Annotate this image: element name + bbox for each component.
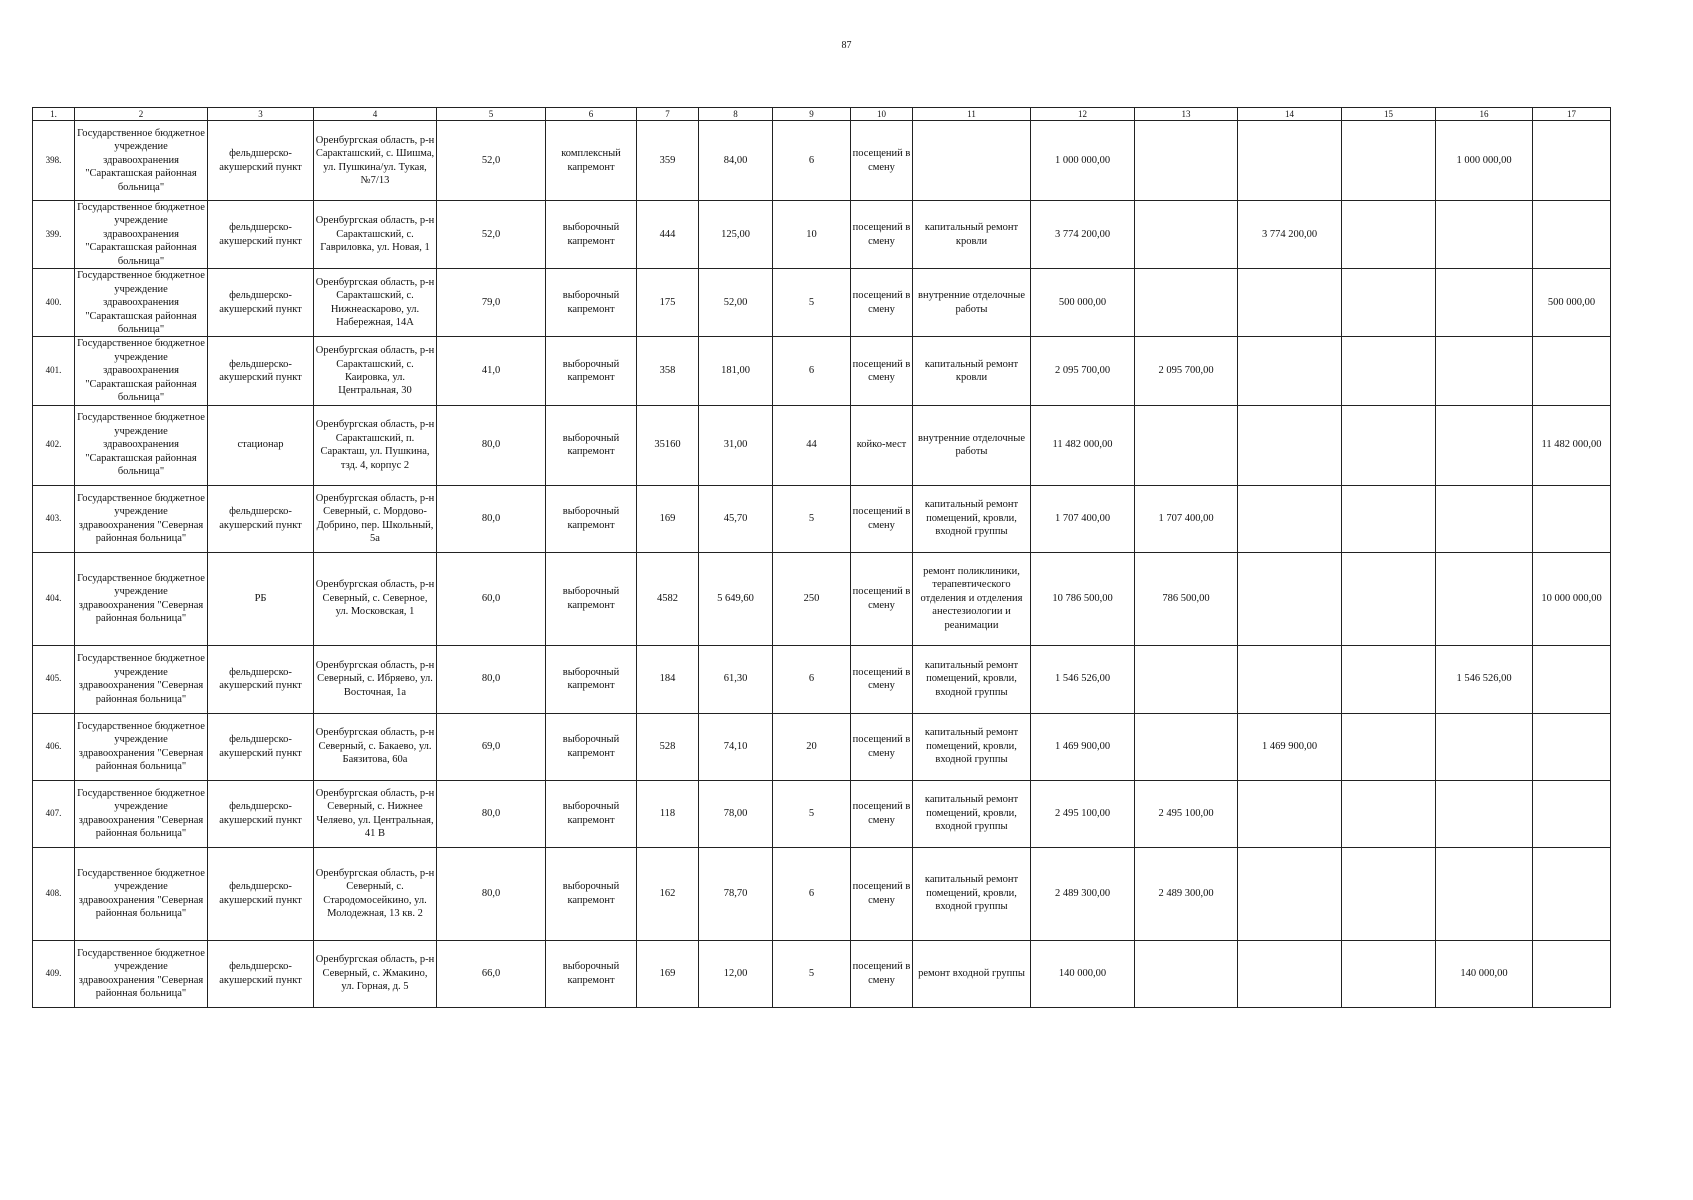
column-header-12: 12: [1031, 108, 1135, 121]
facility-address: Оренбургская область, р-н Северный, с. Бакаево, ул. Баязитова, 60а: [314, 713, 437, 780]
work-description: [913, 121, 1031, 201]
amount-col-14: [1238, 121, 1342, 201]
amount-col-14: [1238, 552, 1342, 645]
total-amount: 2 095 700,00: [1031, 337, 1135, 405]
staff-count: 6: [773, 337, 851, 405]
total-amount: 3 774 200,00: [1031, 201, 1135, 269]
capacity-unit: посещений в смену: [851, 847, 913, 940]
area-value: 80,0: [437, 405, 546, 485]
institution-name: Государственное бюджетное учреждение здравоохранения "Северная районная больница": [75, 780, 208, 847]
amount-col-17: 500 000,00: [1533, 269, 1611, 337]
row-number: 409.: [33, 940, 75, 1007]
work-description: капитальный ремонт помещений, кровли, входной группы: [913, 485, 1031, 552]
amount-col-17: [1533, 121, 1611, 201]
institution-name: Государственное бюджетное учреждение здравоохранения "Северная районная больница": [75, 552, 208, 645]
facility-address: Оренбургская область, р-н Северный, с. Стародомосейкино, ул. Молодежная, 13 кв. 2: [314, 847, 437, 940]
work-description: капитальный ремонт помещений, кровли, входной группы: [913, 645, 1031, 713]
area-value: 80,0: [437, 485, 546, 552]
table-row: [33, 269, 1611, 337]
capacity-value: 169: [637, 485, 699, 552]
column-header-15: 15: [1342, 108, 1436, 121]
capacity-value: 359: [637, 121, 699, 201]
capacity-value: 528: [637, 713, 699, 780]
institution-name: Государственное бюджетное учреждение здравоохранения "Северная районная больница": [75, 645, 208, 713]
work-description: капитальный ремонт кровли: [913, 337, 1031, 405]
staff-count: 5: [773, 780, 851, 847]
amount-col-13: 2 095 700,00: [1135, 337, 1238, 405]
table-body: [33, 121, 1611, 1008]
capacity-unit: койко-мест: [851, 405, 913, 485]
total-amount: 1 707 400,00: [1031, 485, 1135, 552]
row-number: 403.: [33, 485, 75, 552]
column-header-7: 7: [637, 108, 699, 121]
row-number: 407.: [33, 780, 75, 847]
institution-name: Государственное бюджетное учреждение здравоохранения "Северная районная больница": [75, 847, 208, 940]
area-value: 52,0: [437, 201, 546, 269]
area-value: 80,0: [437, 780, 546, 847]
row-number: 400.: [33, 269, 75, 337]
amount-col-16: 1 000 000,00: [1436, 121, 1533, 201]
amount-col-15: [1342, 552, 1436, 645]
cost-per-unit: 78,70: [699, 847, 773, 940]
amount-col-14: 3 774 200,00: [1238, 201, 1342, 269]
cost-per-unit: 45,70: [699, 485, 773, 552]
cost-per-unit: 84,00: [699, 121, 773, 201]
institution-name: Государственное бюджетное учреждение здравоохранения "Саракташская районная больница": [75, 337, 208, 405]
amount-col-13: 2 489 300,00: [1135, 847, 1238, 940]
staff-count: 6: [773, 645, 851, 713]
capacity-value: 4582: [637, 552, 699, 645]
staff-count: 250: [773, 552, 851, 645]
institution-name: Государственное бюджетное учреждение здравоохранения "Саракташская районная больница": [75, 405, 208, 485]
staff-count: 10: [773, 201, 851, 269]
total-amount: 10 786 500,00: [1031, 552, 1135, 645]
amount-col-17: [1533, 485, 1611, 552]
work-description: внутренние отделочные работы: [913, 269, 1031, 337]
facility-address: Оренбургская область, р-н Северный, с. Северное, ул. Московская, 1: [314, 552, 437, 645]
amount-col-14: [1238, 405, 1342, 485]
total-amount: 1 000 000,00: [1031, 121, 1135, 201]
amount-col-14: 1 469 900,00: [1238, 713, 1342, 780]
institution-name: Государственное бюджетное учреждение здравоохранения "Саракташская районная больница": [75, 269, 208, 337]
institution-name: Государственное бюджетное учреждение здравоохранения "Северная районная больница": [75, 940, 208, 1007]
staff-count: 5: [773, 940, 851, 1007]
facility-type: фельдшерско-акушерский пункт: [208, 269, 314, 337]
facility-type: фельдшерско-акушерский пункт: [208, 847, 314, 940]
work-description: капитальный ремонт помещений, кровли, входной группы: [913, 780, 1031, 847]
table-row: [33, 337, 1611, 405]
capacity-unit: посещений в смену: [851, 201, 913, 269]
amount-col-13: [1135, 940, 1238, 1007]
amount-col-16: 1 546 526,00: [1436, 645, 1533, 713]
institution-name: Государственное бюджетное учреждение здравоохранения "Саракташская районная больница": [75, 121, 208, 201]
amount-col-15: [1342, 337, 1436, 405]
total-amount: 140 000,00: [1031, 940, 1135, 1007]
cost-per-unit: 78,00: [699, 780, 773, 847]
table-row: [33, 780, 1611, 847]
amount-col-16: [1436, 201, 1533, 269]
facility-type: фельдшерско-акушерский пункт: [208, 713, 314, 780]
table-row: [33, 940, 1611, 1007]
cost-per-unit: 61,30: [699, 645, 773, 713]
capacity-value: 118: [637, 780, 699, 847]
work-description: внутренние отделочные работы: [913, 405, 1031, 485]
column-header-16: 16: [1436, 108, 1533, 121]
staff-count: 20: [773, 713, 851, 780]
work-type: выборочный капремонт: [546, 337, 637, 405]
staff-count: 6: [773, 121, 851, 201]
column-header-3: 3: [208, 108, 314, 121]
amount-col-16: [1436, 847, 1533, 940]
area-value: 80,0: [437, 847, 546, 940]
work-type: выборочный капремонт: [546, 713, 637, 780]
capacity-unit: посещений в смену: [851, 121, 913, 201]
table-row: [33, 201, 1611, 269]
work-type: выборочный капремонт: [546, 485, 637, 552]
amount-col-17: [1533, 645, 1611, 713]
facility-type: фельдшерско-акушерский пункт: [208, 121, 314, 201]
work-type: выборочный капремонт: [546, 847, 637, 940]
amount-col-17: 10 000 000,00: [1533, 552, 1611, 645]
amount-col-14: [1238, 645, 1342, 713]
column-header-1: 1.: [33, 108, 75, 121]
capacity-value: 162: [637, 847, 699, 940]
column-header-14: 14: [1238, 108, 1342, 121]
amount-col-13: [1135, 201, 1238, 269]
work-description: ремонт поликлиники, терапевтического отделения и отделения анестезиологии и реанимации: [913, 552, 1031, 645]
facility-type: фельдшерско-акушерский пункт: [208, 337, 314, 405]
area-value: 60,0: [437, 552, 546, 645]
facility-address: Оренбургская область, р-н Саракташский, п. Саракташ, ул. Пушкина, тзд. 4, корпус 2: [314, 405, 437, 485]
cost-per-unit: 5 649,60: [699, 552, 773, 645]
column-header-2: 2: [75, 108, 208, 121]
column-header-5: 5: [437, 108, 546, 121]
amount-col-14: [1238, 940, 1342, 1007]
amount-col-15: [1342, 713, 1436, 780]
column-header-17: 17: [1533, 108, 1611, 121]
work-type: выборочный капремонт: [546, 552, 637, 645]
amount-col-15: [1342, 485, 1436, 552]
amount-col-15: [1342, 645, 1436, 713]
work-type: комплексный капремонт: [546, 121, 637, 201]
amount-col-13: 2 495 100,00: [1135, 780, 1238, 847]
facility-type: РБ: [208, 552, 314, 645]
amount-col-16: [1436, 485, 1533, 552]
amount-col-17: [1533, 713, 1611, 780]
column-header-6: 6: [546, 108, 637, 121]
cost-per-unit: 31,00: [699, 405, 773, 485]
area-value: 79,0: [437, 269, 546, 337]
amount-col-15: [1342, 940, 1436, 1007]
table-row: [33, 713, 1611, 780]
amount-col-13: 1 707 400,00: [1135, 485, 1238, 552]
amount-col-13: [1135, 405, 1238, 485]
institution-name: Государственное бюджетное учреждение здравоохранения "Северная районная больница": [75, 485, 208, 552]
capacity-unit: посещений в смену: [851, 552, 913, 645]
cost-per-unit: 12,00: [699, 940, 773, 1007]
repair-register-table: [32, 107, 1611, 1008]
amount-col-13: [1135, 121, 1238, 201]
facility-address: Оренбургская область, р-н Северный, с. Ибряево, ул. Восточная, 1а: [314, 645, 437, 713]
area-value: 41,0: [437, 337, 546, 405]
amount-col-14: [1238, 780, 1342, 847]
table-row: [33, 552, 1611, 645]
area-value: 69,0: [437, 713, 546, 780]
total-amount: 500 000,00: [1031, 269, 1135, 337]
capacity-value: 175: [637, 269, 699, 337]
capacity-value: 184: [637, 645, 699, 713]
capacity-value: 358: [637, 337, 699, 405]
area-value: 52,0: [437, 121, 546, 201]
table-row: [33, 645, 1611, 713]
total-amount: 11 482 000,00: [1031, 405, 1135, 485]
row-number: 404.: [33, 552, 75, 645]
capacity-unit: посещений в смену: [851, 940, 913, 1007]
work-description: капитальный ремонт помещений, кровли, входной группы: [913, 847, 1031, 940]
total-amount: 2 489 300,00: [1031, 847, 1135, 940]
facility-address: Оренбургская область, р-н Саракташский, с. Шишма, ул. Пушкина/ул. Тукая, №7/13: [314, 121, 437, 201]
facility-address: Оренбургская область, р-н Саракташский, с. Каировка, ул. Центральная, 30: [314, 337, 437, 405]
amount-col-15: [1342, 201, 1436, 269]
row-number: 405.: [33, 645, 75, 713]
row-number: 408.: [33, 847, 75, 940]
amount-col-13: [1135, 713, 1238, 780]
staff-count: 44: [773, 405, 851, 485]
facility-address: Оренбургская область, р-н Саракташский, с. Нижнеаскарово, ул. Набережная, 14А: [314, 269, 437, 337]
amount-col-16: 140 000,00: [1436, 940, 1533, 1007]
column-header-11: 11: [913, 108, 1031, 121]
capacity-unit: посещений в смену: [851, 485, 913, 552]
facility-address: Оренбургская область, р-н Северный, с. Жмакино, ул. Горная, д. 5: [314, 940, 437, 1007]
work-description: ремонт входной группы: [913, 940, 1031, 1007]
table-row: [33, 405, 1611, 485]
work-type: выборочный капремонт: [546, 940, 637, 1007]
amount-col-16: [1436, 269, 1533, 337]
row-number: 398.: [33, 121, 75, 201]
facility-type: стационар: [208, 405, 314, 485]
amount-col-13: [1135, 269, 1238, 337]
cost-per-unit: 52,00: [699, 269, 773, 337]
staff-count: 5: [773, 485, 851, 552]
row-number: 402.: [33, 405, 75, 485]
amount-col-13: 786 500,00: [1135, 552, 1238, 645]
row-number: 406.: [33, 713, 75, 780]
column-header-9: 9: [773, 108, 851, 121]
area-value: 66,0: [437, 940, 546, 1007]
amount-col-17: [1533, 940, 1611, 1007]
capacity-unit: посещений в смену: [851, 337, 913, 405]
facility-type: фельдшерско-акушерский пункт: [208, 940, 314, 1007]
capacity-value: 444: [637, 201, 699, 269]
cost-per-unit: 74,10: [699, 713, 773, 780]
cost-per-unit: 125,00: [699, 201, 773, 269]
capacity-unit: посещений в смену: [851, 713, 913, 780]
column-header-8: 8: [699, 108, 773, 121]
work-type: выборочный капремонт: [546, 269, 637, 337]
amount-col-17: 11 482 000,00: [1533, 405, 1611, 485]
amount-col-17: [1533, 780, 1611, 847]
amount-col-14: [1238, 847, 1342, 940]
amount-col-15: [1342, 405, 1436, 485]
total-amount: 2 495 100,00: [1031, 780, 1135, 847]
amount-col-16: [1436, 405, 1533, 485]
amount-col-13: [1135, 645, 1238, 713]
table-row: [33, 485, 1611, 552]
work-description: капитальный ремонт помещений, кровли, входной группы: [913, 713, 1031, 780]
amount-col-16: [1436, 713, 1533, 780]
amount-col-17: [1533, 201, 1611, 269]
capacity-unit: посещений в смену: [851, 269, 913, 337]
capacity-value: 169: [637, 940, 699, 1007]
table-row: [33, 847, 1611, 940]
institution-name: Государственное бюджетное учреждение здравоохранения "Саракташская районная больница": [75, 201, 208, 269]
row-number: 399.: [33, 201, 75, 269]
amount-col-16: [1436, 780, 1533, 847]
amount-col-16: [1436, 337, 1533, 405]
work-description: капитальный ремонт кровли: [913, 201, 1031, 269]
work-type: выборочный капремонт: [546, 405, 637, 485]
cost-per-unit: 181,00: [699, 337, 773, 405]
facility-type: фельдшерско-акушерский пункт: [208, 780, 314, 847]
amount-col-14: [1238, 337, 1342, 405]
work-type: выборочный капремонт: [546, 201, 637, 269]
total-amount: 1 546 526,00: [1031, 645, 1135, 713]
capacity-value: 35160: [637, 405, 699, 485]
amount-col-15: [1342, 780, 1436, 847]
column-number-row: [33, 108, 1611, 121]
table-row: [33, 121, 1611, 201]
total-amount: 1 469 900,00: [1031, 713, 1135, 780]
amount-col-15: [1342, 121, 1436, 201]
facility-type: фельдшерско-акушерский пункт: [208, 485, 314, 552]
facility-type: фельдшерско-акушерский пункт: [208, 201, 314, 269]
institution-name: Государственное бюджетное учреждение здравоохранения "Северная районная больница": [75, 713, 208, 780]
capacity-unit: посещений в смену: [851, 780, 913, 847]
row-number: 401.: [33, 337, 75, 405]
amount-col-17: [1533, 337, 1611, 405]
amount-col-17: [1533, 847, 1611, 940]
work-type: выборочный капремонт: [546, 645, 637, 713]
amount-col-16: [1436, 552, 1533, 645]
facility-address: Оренбургская область, р-н Саракташский, с. Гавриловка, ул. Новая, 1: [314, 201, 437, 269]
facility-address: Оренбургская область, р-н Северный, с. Мордово-Добрино, пер. Школьный, 5а: [314, 485, 437, 552]
page-number: 87: [841, 40, 852, 51]
work-type: выборочный капремонт: [546, 780, 637, 847]
amount-col-14: [1238, 269, 1342, 337]
facility-address: Оренбургская область, р-н Северный, с. Нижнее Челяево, ул. Центральная, 41 В: [314, 780, 437, 847]
staff-count: 5: [773, 269, 851, 337]
column-header-10: 10: [851, 108, 913, 121]
capacity-unit: посещений в смену: [851, 645, 913, 713]
staff-count: 6: [773, 847, 851, 940]
amount-col-15: [1342, 847, 1436, 940]
facility-type: фельдшерско-акушерский пункт: [208, 645, 314, 713]
column-header-13: 13: [1135, 108, 1238, 121]
column-header-4: 4: [314, 108, 437, 121]
amount-col-15: [1342, 269, 1436, 337]
amount-col-14: [1238, 485, 1342, 552]
area-value: 80,0: [437, 645, 546, 713]
